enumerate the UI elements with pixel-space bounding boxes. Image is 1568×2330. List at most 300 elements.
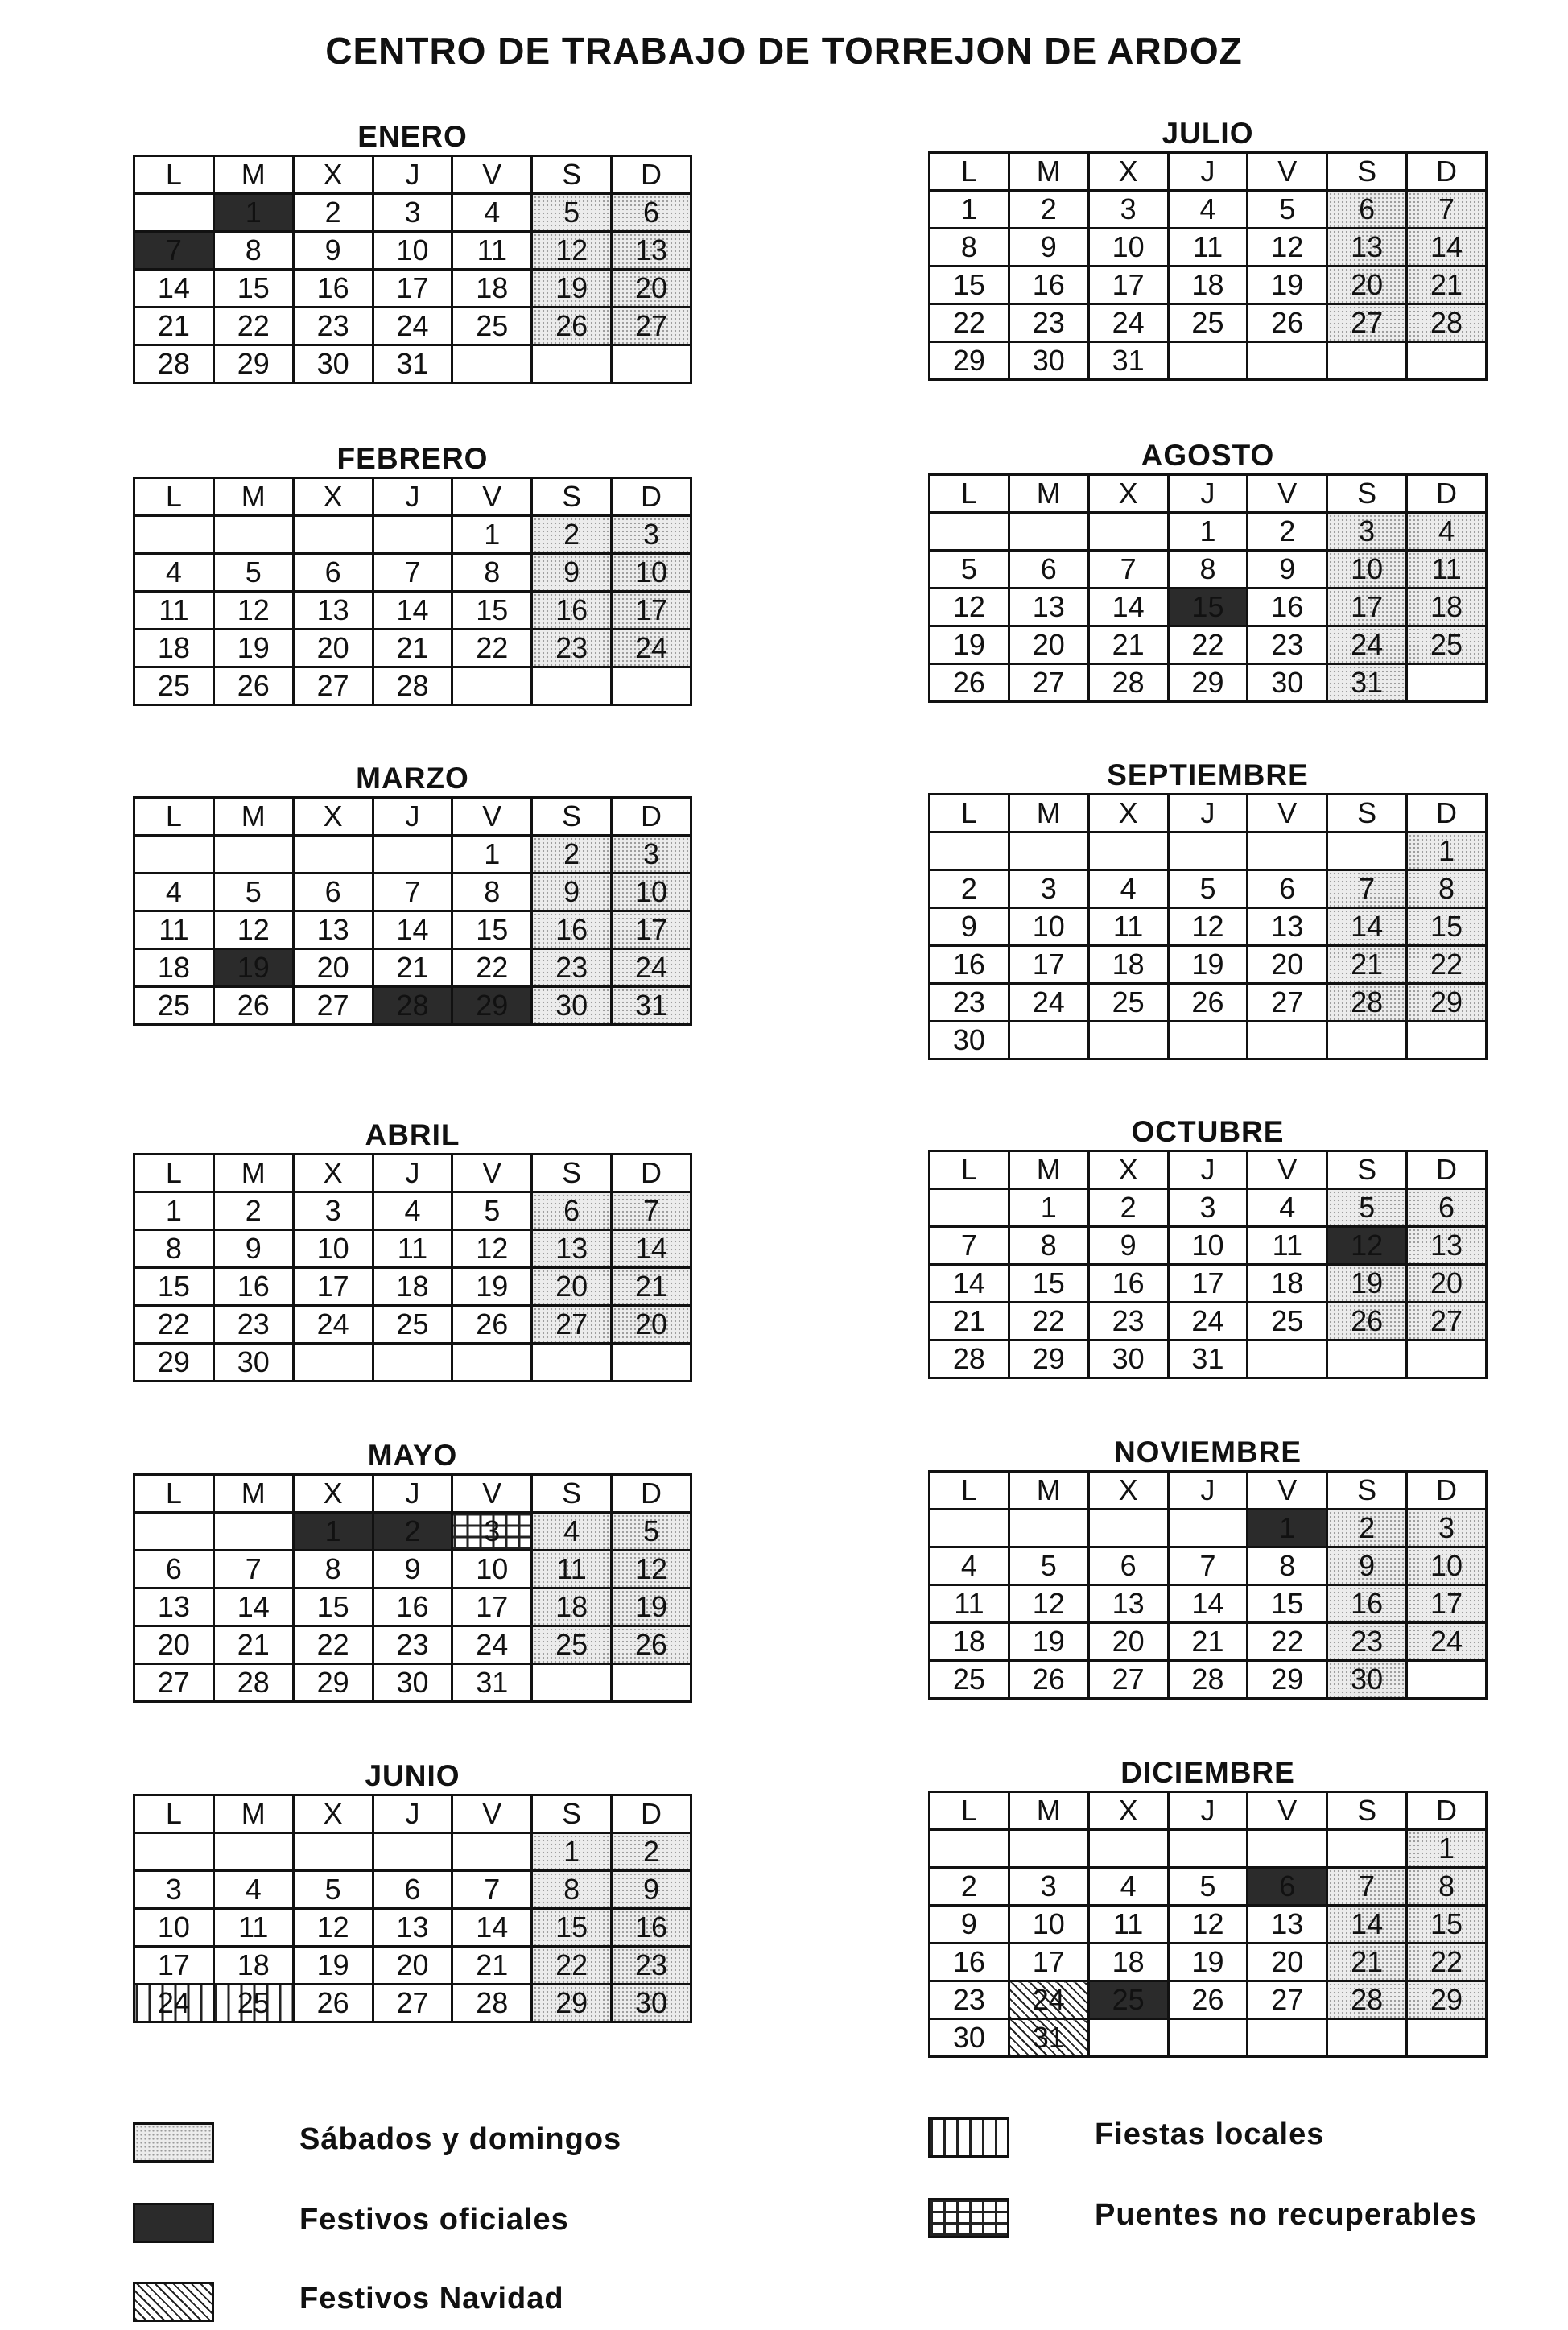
- day-cell: 13: [134, 1588, 214, 1626]
- day-cell: 30: [1327, 1661, 1407, 1699]
- day-cell: 11: [1248, 1227, 1327, 1265]
- day-cell: 10: [1168, 1227, 1248, 1265]
- day-cell: 21: [134, 308, 214, 345]
- day-cell: 24: [452, 1626, 532, 1664]
- day-cell: 23: [532, 630, 612, 667]
- day-cell: 7: [1407, 191, 1487, 229]
- day-cell: 12: [213, 911, 293, 949]
- day-cell: 30: [930, 1022, 1009, 1060]
- month-table: [928, 473, 1488, 703]
- week-row: [134, 1344, 691, 1382]
- month-table: [133, 1473, 692, 1703]
- day-cell: 27: [1407, 1303, 1487, 1341]
- day-cell: 10: [1009, 1906, 1088, 1944]
- week-row: [134, 874, 691, 911]
- day-cell: 2: [1248, 513, 1327, 551]
- day-cell: 24: [1088, 304, 1168, 342]
- week-row: [930, 1510, 1487, 1547]
- day-cell: 9: [1088, 1227, 1168, 1265]
- day-cell: 19: [293, 1947, 373, 1985]
- day-cell: 8: [452, 874, 532, 911]
- empty-day-cell: [134, 1833, 214, 1871]
- weekday-header: S: [1327, 1151, 1407, 1189]
- day-cell: 30: [1248, 664, 1327, 702]
- empty-day-cell: [1407, 1341, 1487, 1378]
- day-cell: 2: [532, 836, 612, 874]
- day-cell: 14: [373, 911, 452, 949]
- month-name: FEBRERO: [336, 442, 489, 475]
- day-cell: 5: [1168, 1868, 1248, 1906]
- week-row: [930, 1868, 1487, 1906]
- week-row: [930, 266, 1487, 304]
- month-marzo: [133, 761, 692, 1026]
- day-cell: 15: [134, 1268, 214, 1306]
- empty-day-cell: [1248, 342, 1327, 380]
- empty-day-cell: [452, 1833, 532, 1871]
- day-cell: 25: [1168, 304, 1248, 342]
- empty-day-cell: [452, 1344, 532, 1382]
- month-table: [928, 151, 1488, 381]
- empty-day-cell: [1407, 2019, 1487, 2057]
- day-cell: 28: [213, 1664, 293, 1702]
- day-cell: 28: [1168, 1661, 1248, 1699]
- weekday-header: V: [1248, 1792, 1327, 1830]
- month-table: [133, 1153, 692, 1382]
- day-cell: 17: [1009, 1944, 1088, 1981]
- day-cell: 23: [1248, 626, 1327, 664]
- empty-day-cell: [1168, 342, 1248, 380]
- day-cell: 13: [1248, 1906, 1327, 1944]
- day-cell: 22: [532, 1947, 612, 1985]
- empty-day-cell: [1088, 1510, 1168, 1547]
- day-cell: 18: [373, 1268, 452, 1306]
- week-row: [930, 1022, 1487, 1060]
- empty-day-cell: [1009, 832, 1088, 870]
- day-cell: 20: [612, 270, 691, 308]
- weekday-header: J: [1168, 795, 1248, 832]
- empty-day-cell: [1327, 1830, 1407, 1868]
- weekday-header: S: [1327, 153, 1407, 191]
- empty-day-cell: [1248, 1830, 1327, 1868]
- day-cell: 24: [1327, 626, 1407, 664]
- day-cell: 12: [1327, 1227, 1407, 1265]
- day-cell: 30: [612, 1985, 691, 2022]
- empty-day-cell: [373, 1833, 452, 1871]
- day-cell: 29: [213, 345, 293, 383]
- empty-day-cell: [532, 667, 612, 705]
- day-cell: 17: [134, 1947, 214, 1985]
- weekday-header: L: [930, 475, 1009, 513]
- empty-day-cell: [293, 1344, 373, 1382]
- weekday-header: D: [612, 1475, 691, 1513]
- day-cell: 28: [1327, 1981, 1407, 2019]
- week-row: [930, 2019, 1487, 2057]
- day-cell: 13: [1009, 589, 1088, 626]
- day-cell: 20: [1327, 266, 1407, 304]
- day-cell: 11: [134, 911, 214, 949]
- day-cell: 14: [134, 270, 214, 308]
- day-cell: 26: [452, 1306, 532, 1344]
- day-cell: 11: [373, 1230, 452, 1268]
- day-cell: 6: [532, 1192, 612, 1230]
- day-cell: 14: [612, 1230, 691, 1268]
- month-name: ABRIL: [365, 1118, 460, 1151]
- weekday-header-row: [134, 1155, 691, 1192]
- weekday-header: J: [1168, 1792, 1248, 1830]
- day-cell: 25: [1088, 1981, 1168, 2019]
- week-row: [134, 1551, 691, 1588]
- day-cell: 5: [1248, 191, 1327, 229]
- day-cell: 8: [930, 229, 1009, 266]
- legend-swatch-puente-no-recuperable: [928, 2198, 1009, 2238]
- day-cell: 21: [1327, 1944, 1407, 1981]
- day-cell: 9: [1248, 551, 1327, 589]
- day-cell: 12: [213, 592, 293, 630]
- day-cell: 30: [1009, 342, 1088, 380]
- day-cell: 15: [1407, 1906, 1487, 1944]
- day-cell: 26: [930, 664, 1009, 702]
- week-row: [134, 345, 691, 383]
- day-cell: 19: [930, 626, 1009, 664]
- day-cell: 4: [134, 874, 214, 911]
- day-cell: 20: [1248, 1944, 1327, 1981]
- week-row: [930, 1341, 1487, 1378]
- weekday-header: M: [213, 1155, 293, 1192]
- day-cell: 26: [293, 1985, 373, 2022]
- weekday-header: V: [1248, 1472, 1327, 1510]
- weekday-header: M: [213, 1475, 293, 1513]
- weekday-header: M: [213, 798, 293, 836]
- week-row: [134, 1626, 691, 1664]
- week-row: [930, 1189, 1487, 1227]
- day-cell: 29: [1407, 1981, 1487, 2019]
- weekday-header-row: [134, 1475, 691, 1513]
- day-cell: 8: [1248, 1547, 1327, 1585]
- day-cell: 13: [612, 232, 691, 270]
- day-cell: 2: [930, 870, 1009, 908]
- day-cell: 29: [930, 342, 1009, 380]
- day-cell: 17: [293, 1268, 373, 1306]
- week-row: [930, 832, 1487, 870]
- day-cell: 15: [930, 266, 1009, 304]
- month-table: [133, 1794, 692, 2023]
- day-cell: 15: [532, 1909, 612, 1947]
- day-cell: 27: [1327, 304, 1407, 342]
- day-cell: 22: [1407, 946, 1487, 984]
- empty-day-cell: [1088, 2019, 1168, 2057]
- day-cell: 14: [930, 1265, 1009, 1303]
- day-cell: 10: [612, 554, 691, 592]
- day-cell: 4: [1248, 1189, 1327, 1227]
- day-cell: 6: [1248, 1868, 1327, 1906]
- day-cell: 21: [452, 1947, 532, 1985]
- day-cell: 14: [373, 592, 452, 630]
- day-cell: 26: [612, 1626, 691, 1664]
- week-row: [930, 342, 1487, 380]
- day-cell: 21: [930, 1303, 1009, 1341]
- weekday-header: L: [134, 1795, 214, 1833]
- empty-day-cell: [1248, 1022, 1327, 1060]
- day-cell: 2: [1327, 1510, 1407, 1547]
- weekday-header: J: [1168, 475, 1248, 513]
- empty-day-cell: [1327, 2019, 1407, 2057]
- day-cell: 13: [1407, 1227, 1487, 1265]
- day-cell: 19: [612, 1588, 691, 1626]
- day-cell: 8: [1407, 1868, 1487, 1906]
- week-row: [930, 1303, 1487, 1341]
- empty-day-cell: [373, 516, 452, 554]
- day-cell: 4: [1407, 513, 1487, 551]
- day-cell: 7: [1168, 1547, 1248, 1585]
- week-row: [930, 589, 1487, 626]
- day-cell: 24: [134, 1985, 214, 2022]
- day-cell: 19: [1248, 266, 1327, 304]
- day-cell: 17: [1009, 946, 1088, 984]
- day-cell: 28: [1327, 984, 1407, 1022]
- weekday-header: M: [1009, 795, 1088, 832]
- day-cell: 29: [134, 1344, 214, 1382]
- week-row: [930, 1830, 1487, 1868]
- day-cell: 18: [134, 949, 214, 987]
- day-cell: 13: [1327, 229, 1407, 266]
- day-cell: 28: [373, 987, 452, 1025]
- day-cell: 28: [1407, 304, 1487, 342]
- day-cell: 6: [134, 1551, 214, 1588]
- day-cell: 29: [1168, 664, 1248, 702]
- empty-day-cell: [1407, 1022, 1487, 1060]
- day-cell: 12: [1168, 1906, 1248, 1944]
- day-cell: 6: [373, 1871, 452, 1909]
- day-cell: 16: [213, 1268, 293, 1306]
- day-cell: 13: [293, 592, 373, 630]
- weekday-header: S: [1327, 1792, 1407, 1830]
- weekday-header: D: [612, 1795, 691, 1833]
- empty-day-cell: [612, 1664, 691, 1702]
- day-cell: 16: [373, 1588, 452, 1626]
- month-julio: [928, 116, 1488, 381]
- day-cell: 25: [930, 1661, 1009, 1699]
- day-cell: 26: [532, 308, 612, 345]
- day-cell: 20: [612, 1306, 691, 1344]
- day-cell: 12: [452, 1230, 532, 1268]
- month-agosto: [928, 438, 1488, 703]
- day-cell: 5: [293, 1871, 373, 1909]
- day-cell: 16: [1009, 266, 1088, 304]
- month-table: [928, 793, 1488, 1060]
- empty-day-cell: [1407, 664, 1487, 702]
- week-row: [930, 870, 1487, 908]
- day-cell: 7: [373, 554, 452, 592]
- weekday-header: L: [930, 795, 1009, 832]
- week-row: [134, 1664, 691, 1702]
- month-enero: [133, 119, 692, 384]
- weekday-header: D: [1407, 1151, 1487, 1189]
- weekday-header: J: [1168, 153, 1248, 191]
- weekday-header: X: [1088, 1792, 1168, 1830]
- weekday-header: V: [452, 798, 532, 836]
- day-cell: 14: [452, 1909, 532, 1947]
- week-row: [134, 667, 691, 705]
- day-cell: 9: [532, 874, 612, 911]
- day-cell: 12: [532, 232, 612, 270]
- empty-day-cell: [213, 1833, 293, 1871]
- empty-day-cell: [452, 345, 532, 383]
- empty-day-cell: [452, 667, 532, 705]
- day-cell: 27: [373, 1985, 452, 2022]
- weekday-header: S: [1327, 795, 1407, 832]
- day-cell: 16: [532, 911, 612, 949]
- empty-day-cell: [293, 836, 373, 874]
- day-cell: 31: [452, 1664, 532, 1702]
- day-cell: 4: [452, 194, 532, 232]
- weekday-header: V: [1248, 153, 1327, 191]
- day-cell: 23: [1088, 1303, 1168, 1341]
- day-cell: 21: [1168, 1623, 1248, 1661]
- empty-day-cell: [1168, 832, 1248, 870]
- weekday-header: J: [1168, 1472, 1248, 1510]
- week-row: [134, 592, 691, 630]
- legend-label-fiesta-local: Fiestas locales: [1095, 2117, 1325, 2151]
- weekday-header-row: [134, 1795, 691, 1833]
- week-row: [930, 1227, 1487, 1265]
- empty-day-cell: [930, 1189, 1009, 1227]
- day-cell: 10: [1009, 908, 1088, 946]
- weekday-header: X: [293, 798, 373, 836]
- day-cell: 5: [1009, 1547, 1088, 1585]
- day-cell: 11: [1168, 229, 1248, 266]
- legend-label-festivo-navidad: Festivos Navidad: [299, 2282, 564, 2316]
- day-cell: 5: [930, 551, 1009, 589]
- empty-day-cell: [1168, 1510, 1248, 1547]
- weekday-header: L: [134, 478, 214, 516]
- week-row: [134, 1588, 691, 1626]
- day-cell: 26: [1168, 984, 1248, 1022]
- day-cell: 27: [293, 987, 373, 1025]
- day-cell: 17: [1327, 589, 1407, 626]
- day-cell: 8: [1168, 551, 1248, 589]
- weekday-header: L: [134, 798, 214, 836]
- day-cell: 16: [1248, 589, 1327, 626]
- week-row: [930, 1981, 1487, 2019]
- day-cell: 5: [452, 1192, 532, 1230]
- day-cell: 26: [1168, 1981, 1248, 2019]
- day-cell: 14: [1168, 1585, 1248, 1623]
- day-cell: 8: [134, 1230, 214, 1268]
- week-row: [134, 949, 691, 987]
- weekday-header: L: [134, 1155, 214, 1192]
- month-octubre: [928, 1114, 1488, 1379]
- week-row: [930, 908, 1487, 946]
- weekday-header: J: [373, 798, 452, 836]
- day-cell: 7: [1327, 870, 1407, 908]
- day-cell: 22: [134, 1306, 214, 1344]
- empty-day-cell: [1168, 1022, 1248, 1060]
- day-cell: 10: [1088, 229, 1168, 266]
- weekday-header: L: [930, 153, 1009, 191]
- week-row: [930, 1906, 1487, 1944]
- day-cell: 7: [373, 874, 452, 911]
- day-cell: 16: [532, 592, 612, 630]
- day-cell: 3: [293, 1192, 373, 1230]
- week-row: [930, 664, 1487, 702]
- day-cell: 2: [612, 1833, 691, 1871]
- day-cell: 18: [134, 630, 214, 667]
- day-cell: 11: [213, 1909, 293, 1947]
- day-cell: 22: [1248, 1623, 1327, 1661]
- day-cell: 7: [612, 1192, 691, 1230]
- day-cell: 1: [293, 1513, 373, 1551]
- month-name: JULIO: [1162, 117, 1254, 150]
- week-row: [134, 1268, 691, 1306]
- day-cell: 15: [452, 592, 532, 630]
- weekday-header: D: [612, 156, 691, 194]
- day-cell: 27: [612, 308, 691, 345]
- day-cell: 20: [293, 949, 373, 987]
- day-cell: 20: [1088, 1623, 1168, 1661]
- day-cell: 24: [1009, 1981, 1088, 2019]
- day-cell: 22: [1168, 626, 1248, 664]
- day-cell: 23: [1327, 1623, 1407, 1661]
- day-cell: 8: [213, 232, 293, 270]
- week-row: [930, 1661, 1487, 1699]
- weekday-header: S: [532, 798, 612, 836]
- day-cell: 28: [134, 345, 214, 383]
- weekday-header: M: [1009, 153, 1088, 191]
- day-cell: 8: [1407, 870, 1487, 908]
- day-cell: 19: [1327, 1265, 1407, 1303]
- day-cell: 3: [1088, 191, 1168, 229]
- month-diciembre: [928, 1755, 1488, 2058]
- day-cell: 30: [373, 1664, 452, 1702]
- day-cell: 8: [452, 554, 532, 592]
- week-row: [930, 1944, 1487, 1981]
- day-cell: 5: [213, 874, 293, 911]
- weekday-header-row: [930, 1151, 1487, 1189]
- day-cell: 4: [1088, 870, 1168, 908]
- day-cell: 3: [134, 1871, 214, 1909]
- empty-day-cell: [930, 513, 1009, 551]
- day-cell: 4: [1168, 191, 1248, 229]
- month-febrero: [133, 441, 692, 706]
- empty-day-cell: [1009, 1510, 1088, 1547]
- day-cell: 3: [1407, 1510, 1487, 1547]
- day-cell: 17: [612, 592, 691, 630]
- day-cell: 9: [1009, 229, 1088, 266]
- weekday-header: V: [452, 478, 532, 516]
- empty-day-cell: [1407, 1661, 1487, 1699]
- day-cell: 24: [612, 949, 691, 987]
- day-cell: 31: [1327, 664, 1407, 702]
- weekday-header: S: [532, 1475, 612, 1513]
- day-cell: 22: [1407, 1944, 1487, 1981]
- weekday-header: M: [1009, 1151, 1088, 1189]
- day-cell: 30: [1088, 1341, 1168, 1378]
- legend-swatch-weekend: [133, 2122, 214, 2163]
- week-row: [134, 1306, 691, 1344]
- day-cell: 29: [1009, 1341, 1088, 1378]
- day-cell: 13: [293, 911, 373, 949]
- day-cell: 27: [1009, 664, 1088, 702]
- month-table: [928, 1150, 1488, 1379]
- day-cell: 28: [1088, 664, 1168, 702]
- empty-day-cell: [1009, 1830, 1088, 1868]
- week-row: [134, 836, 691, 874]
- day-cell: 31: [612, 987, 691, 1025]
- legend-swatch-festivo-oficial: [133, 2203, 214, 2243]
- weekday-header: L: [930, 1792, 1009, 1830]
- weekday-header-row: [134, 156, 691, 194]
- empty-day-cell: [1088, 1830, 1168, 1868]
